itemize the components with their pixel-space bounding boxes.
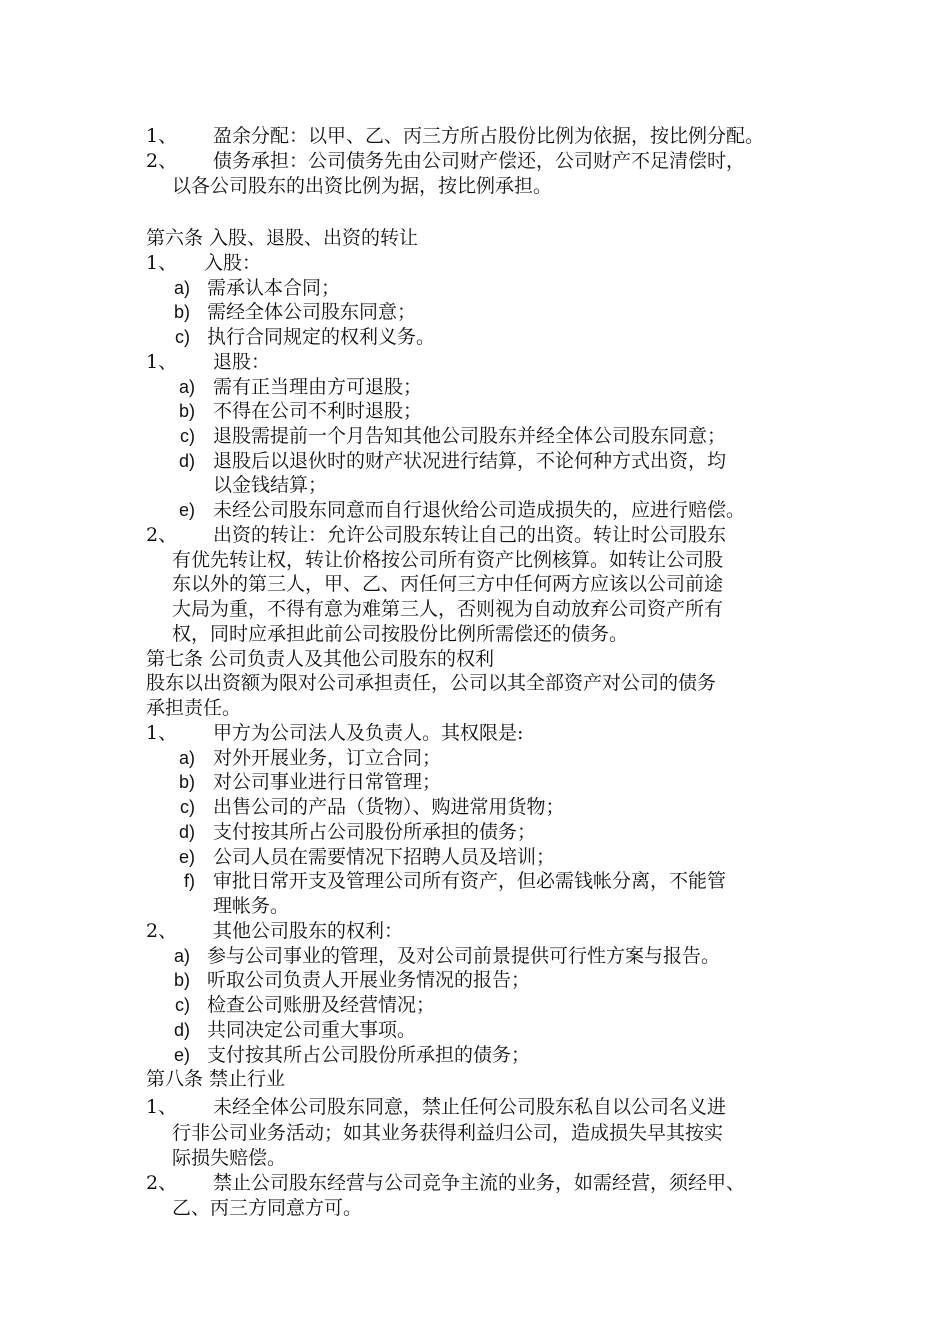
sub-item-label: a): [178, 748, 195, 768]
sub-item-text: 审批日常开支及管理公司所有资产，但必需钱帐分离，不能管: [213, 870, 727, 892]
list-item-text: 大局为重，不得有意为难第三人，否则视为自动放弃公司资产所有: [172, 598, 724, 620]
paragraph-line: 承担责任。: [146, 697, 242, 719]
sub-item-text: 支付按其所占公司股份所承担的债务；: [213, 821, 537, 843]
list-item-text: 行非公司业务活动；如其业务获得利益归公司，造成损失早其按实: [172, 1122, 724, 1144]
sub-item-label: e): [178, 500, 195, 520]
sub-item-label: c): [175, 995, 190, 1015]
sub-item-text: 公司人员在需要情况下招聘人员及培训；: [213, 846, 556, 868]
list-item-text: 乙、丙三方同意方可。: [172, 1197, 363, 1219]
sub-item-text: 出售公司的产品（货物）、购进常用货物；: [213, 796, 565, 818]
sub-item-label: c): [180, 426, 195, 446]
list-number: 1、: [146, 125, 178, 147]
sub-item-text: 对外开展业务，订立合同；: [213, 747, 442, 769]
sub-item-label: e): [173, 1045, 190, 1065]
paragraph-line: 股东以出资额为限对公司承担责任，公司以其全部资产对公司的债务: [146, 672, 717, 694]
list-item-text: 有优先转让权，转让价格按公司所有资产比例核算。如转让公司股: [172, 549, 724, 571]
sub-item-text: 未经公司股东同意而自行退伙给公司造成损失的，应进行赔偿。: [213, 499, 746, 521]
section-heading: 第七条 公司负责人及其他公司股东的权利: [146, 648, 495, 670]
sub-item-text: 对公司事业进行日常管理；: [213, 771, 442, 793]
sub-item-text: 执行合同规定的权利义务。: [207, 326, 436, 348]
sub-item-label: a): [178, 377, 195, 397]
list-item-text: 以各公司股东的出资比例为据，按比例承担。: [172, 175, 553, 197]
sub-item-label: a): [173, 946, 190, 966]
list-item-text: 盈余分配：以甲、乙、丙三方所占股份比例为依据，按比例分配。: [213, 125, 765, 147]
list-item-text: 入股：: [204, 252, 262, 274]
sub-item-label: a): [173, 278, 190, 298]
sub-item-label: b): [178, 401, 195, 421]
section-heading: 第六条 入股、退股、出资的转让: [146, 227, 419, 249]
list-item-text: 际损失赔偿。: [172, 1147, 287, 1169]
sub-item-label: d): [178, 822, 195, 842]
list-item-text: 出资的转让：允许公司股东转让自己的出资。转让时公司股东: [213, 524, 727, 546]
list-number: 2、: [146, 920, 178, 942]
sub-item-label: f): [184, 871, 195, 891]
sub-item-text: 需经全体公司股东同意；: [207, 301, 417, 323]
sub-item-text: 参与公司事业的管理，及对公司前景提供可行性方案与报告。: [207, 945, 721, 967]
sub-item-label: b): [178, 772, 195, 792]
list-number: 1、: [146, 722, 178, 744]
list-number: 1、: [146, 1096, 178, 1118]
list-item-text: 债务承担：公司债务先由公司财产偿还，公司财产不足清偿时，: [213, 150, 746, 172]
sub-item-text: 共同决定公司重大事项。: [207, 1019, 417, 1041]
sub-item-text: 需有正当理由方可退股；: [213, 376, 423, 398]
sub-item-label: e): [178, 847, 195, 867]
list-item-text: 禁止公司股东经营与公司竞争主流的业务，如需经营，须经甲、: [213, 1172, 746, 1194]
list-number: 1、: [146, 351, 178, 373]
list-item-text: 未经全体公司股东同意，禁止任何公司股东私自以公司名义进: [213, 1096, 727, 1118]
sub-item-text: 理帐务。: [213, 895, 290, 917]
sub-item-label: c): [175, 327, 190, 347]
sub-item-label: d): [178, 451, 195, 471]
sub-item-label: b): [173, 302, 190, 322]
sub-item-text: 退股需提前一个月告知其他公司股东并经全体公司股东同意；: [213, 425, 727, 447]
list-number: 2、: [146, 150, 178, 172]
list-number: 2、: [146, 1172, 178, 1194]
list-item-text: 甲方为公司法人及负责人。其权限是:: [213, 722, 524, 744]
sub-item-text: 退股后以退伙时的财产状况进行结算，不论何种方式出资，均: [213, 450, 727, 472]
list-item-text: 权，同时应承担此前公司按股份比例所需偿还的债务。: [172, 623, 629, 645]
sub-item-label: b): [173, 970, 190, 990]
sub-item-text: 不得在公司不利时退股；: [213, 400, 423, 422]
sub-item-text: 听取公司负责人开展业务情况的报告；: [207, 969, 531, 991]
sub-item-text: 需承认本合同；: [207, 277, 341, 299]
sub-item-text: 以金钱结算；: [213, 474, 328, 496]
list-item-text: 退股：: [213, 351, 271, 373]
sub-item-text: 支付按其所占公司股份所承担的债务；: [207, 1044, 531, 1066]
sub-item-text: 检查公司账册及经营情况；: [207, 994, 436, 1016]
list-number: 2、: [146, 524, 178, 546]
list-item-text: 东以外的第三人，甲、乙、丙任何三方中任何两方应该以公司前途: [172, 573, 724, 595]
sub-item-label: c): [180, 797, 195, 817]
list-item-text: 其他公司股东的权利：: [213, 920, 404, 942]
section-heading: 第八条 禁止行业: [146, 1068, 286, 1090]
list-number: 1、: [146, 252, 178, 274]
sub-item-label: d): [173, 1020, 190, 1040]
